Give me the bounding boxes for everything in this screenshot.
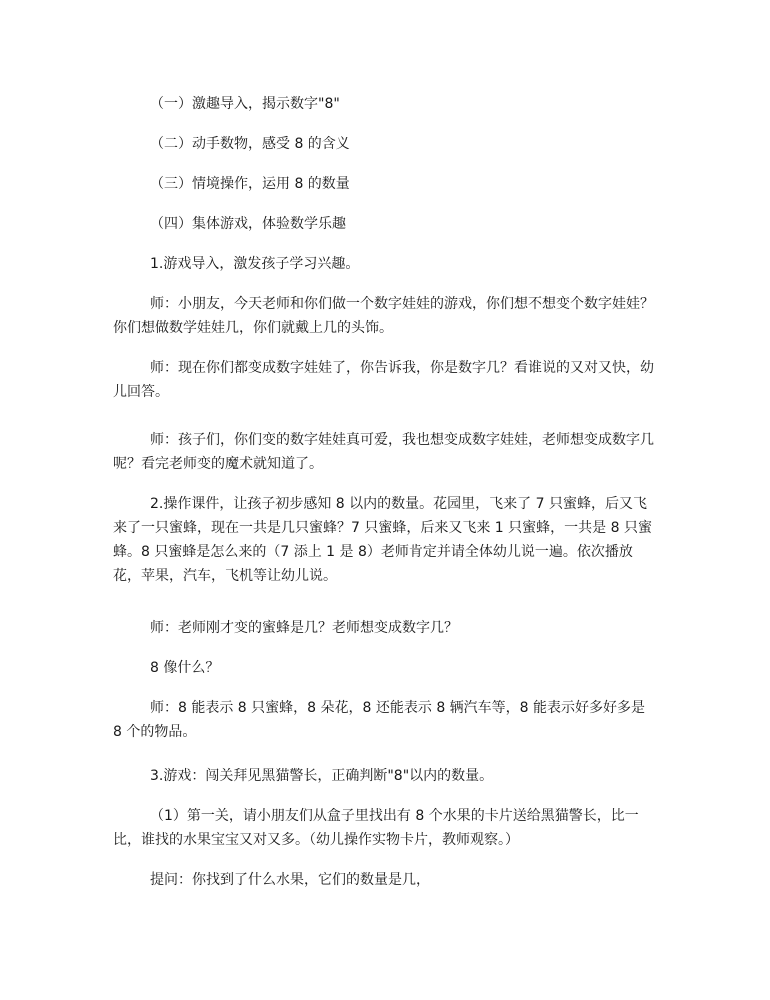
step-heading-3: 3.游戏：闯关拜见黑猫警长，正确判断"8"以内的数量。 <box>150 768 494 784</box>
section-heading-3: （三）情境操作，运用 8 的数量 <box>150 176 350 192</box>
step-heading-2: 2.操作课件，让孩子初步感知 8 以内的数量。花园里，飞来了 7 只蜜蜂，后又飞来了一只蜜蜂，现在一共是几只蜜蜂？7 只蜜蜂，后来又飞来 1 只蜜蜂，一共是 8 只蜜蜂。8 只蜜蜂是怎么来的（7 添上 1 是 8）老师肯定并请全体幼儿说一遍。依次播放花，苹果，汽车，飞机等让幼儿说。 <box>113 496 652 584</box>
body-paragraph: 师：现在你们都变成数字娃娃了，你告诉我，你是数字几？看谁说的又对又快，幼儿回答。 <box>113 360 654 400</box>
body-paragraph: 师：老师刚才变的蜜蜂是几？老师想变成数字几？ <box>150 620 458 636</box>
body-paragraph: （1）第一关，请小朋友们从盒子里找出有 8 个水果的卡片送给黑猫警长，比一比，谁找的水果宝宝又对又多。（幼儿操作实物卡片，教师观察。） <box>113 808 639 848</box>
body-paragraph: 师：8 能表示 8 只蜜蜂，8 朵花，8 还能表示 8 辆汽车等，8 能表示好多好多是 8 个的物品。 <box>113 700 646 740</box>
section-heading-2: （二）动手数物，感受 8 的含义 <box>150 136 350 152</box>
body-paragraph: 提问：你找到了什么水果，它们的数量是几， <box>150 872 430 888</box>
body-paragraph: 8 像什么？ <box>150 660 220 676</box>
body-paragraph: 师：小朋友，今天老师和你们做一个数字娃娃的游戏，你们想不想变个数字娃娃？你们想做数学娃娃几，你们就戴上几的头饰。 <box>113 296 654 336</box>
body-paragraph: 师：孩子们，你们变的数字娃娃真可爱，我也想变成数字娃娃，老师想变成数字几呢？看完老师变的魔术就知道了。 <box>113 432 654 472</box>
section-heading-4: （四）集体游戏，体验数学乐趣 <box>150 216 346 232</box>
section-heading-1: （一）激趣导入，揭示数字"8" <box>150 96 340 112</box>
step-heading-1: 1.游戏导入，激发孩子学习兴趣。 <box>150 256 360 272</box>
